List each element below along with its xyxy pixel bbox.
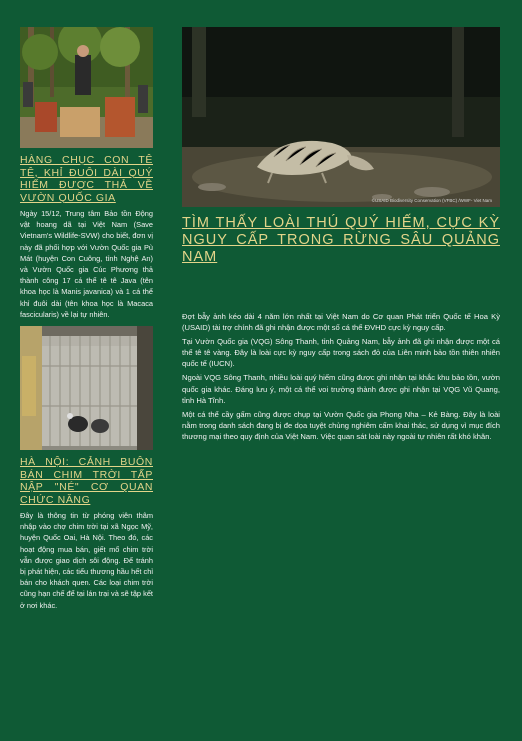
bird-cage-photo bbox=[20, 326, 153, 450]
main-paragraph-4: Một cá thể cầy gấm cũng được chụp tại Vườn Quốc gia Phong Nha – Kẻ Bàng. Đây là loài nằm trong danh sách đang bị đe dọa tuyệt chủng nghiêm cấm khai thác, sử dụng vì mục đích thương mại theo quy định của Việt Nam. Việc quan sát loài này ngoài tự nhiên rất khó khăn. bbox=[182, 409, 500, 441]
story-1-title[interactable]: HÀNG CHỤC CON TÊ TÊ, KHỈ ĐUÔI DÀI QUÝ HIẾM ĐƯỢC THẢ VỀ VƯỜN QUỐC GIA bbox=[20, 154, 153, 204]
main-paragraph-3: Ngoài VQG Sông Thanh, nhiều loài quý hiếm cũng được ghi nhận tại khắc khu bảo tồn, vườn quốc gia khác. Đáng lưu ý, một cá thể voi trưởng thành được ghi nhận tại VQG Vũ Quang, tỉnh Hà Tĩnh. bbox=[182, 373, 500, 405]
story-2-title[interactable]: HÀ NỘI: CẢNH BUÔN BÁN CHIM TRỜI TẤP NẬP "NÉ" CƠ QUAN CHỨC NĂNG bbox=[20, 456, 153, 506]
main-paragraph-2: Tại Vườn Quốc gia (VQG) Sông Thanh, tỉnh Quảng Nam, bẫy ảnh đã ghi nhận được một cá thể tê tê vàng. Đây là loài cực kỳ nguy cấp trong sách đỏ của Liên minh bảo tồn thiên nhiên quốc tế (IUCN). bbox=[182, 337, 500, 369]
left-column bbox=[20, 27, 153, 611]
main-article bbox=[182, 311, 500, 442]
pangolin-release-photo bbox=[20, 27, 153, 148]
story-2-body: Đây là thông tin từ phóng viên thâm nhập vào chợ chim trời tại xã Ngọc Mỹ, huyện Quốc Oai, Hà Nội. Theo đó, các hoạt động mua bán, giết mổ chim trời vẫn được giao dịch sôi động. Để tránh bị phát hiện, các tiểu thương hầu hết chỉ bán cho khách quen. Các loại chim trời cũng hạn chế để tại lán trại và sẽ tập kết ở nơi khác. bbox=[20, 511, 153, 610]
story-1-body: Ngày 15/12, Trung tâm Bảo tồn Động vật hoang dã tại Việt Nam (Save Vietnam's Wildlife-SVW) cho biết, đơn vị này đã phối hợp với Vườn Quốc gia Pù Mát (huyện Con Cuông, tỉnh Nghệ An) và Vườn Quốc gia Cúc Phương thả thành công 17 cá thể tê tê Java (tên khoa học là Manis javanica) và 1 cá thể khỉ đuôi dài (tên khoa học là Macaca fascicularis) về lại tự nhiên. bbox=[20, 209, 153, 319]
main-headline[interactable]: TÌM THẤY LOÀI THÚ QUÝ HIẾM, CỰC KỲ NGUY CẤP TRONG RỪNG SÂU QUẢNG NAM bbox=[182, 215, 500, 265]
photo-credit: ©USAID Biodiversity Conservation (VFBC) /WWF- Viet Nam bbox=[371, 198, 492, 203]
pangolin-camera-trap-photo bbox=[182, 27, 500, 207]
right-column bbox=[182, 27, 500, 445]
main-paragraph-1: Đợt bẫy ảnh kéo dài 4 năm lớn nhất tại Việt Nam do Cơ quan Phát triển Quốc tế Hoa Kỳ (USAID) tài trợ chính đã ghi nhận được một số cá thể ĐVHD cực kỳ nguy cấp. bbox=[182, 312, 500, 333]
